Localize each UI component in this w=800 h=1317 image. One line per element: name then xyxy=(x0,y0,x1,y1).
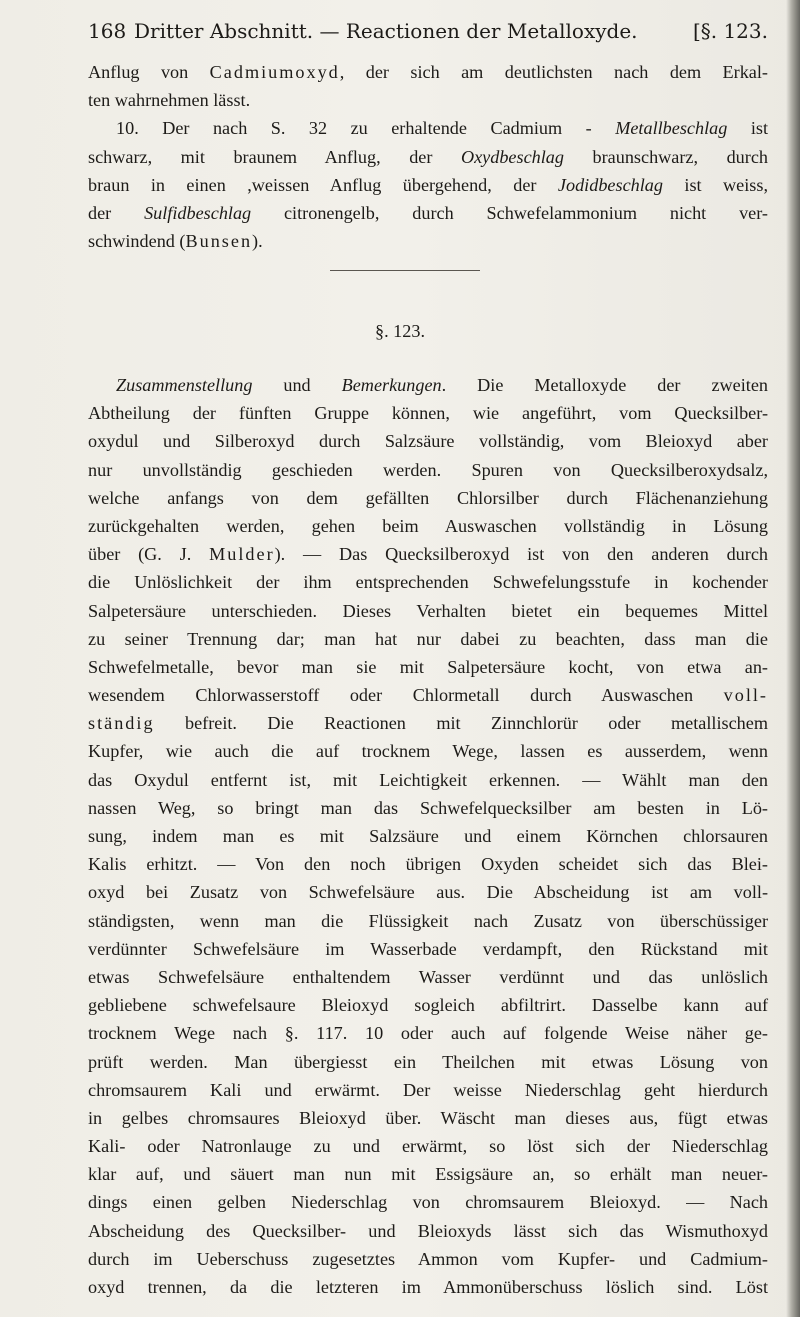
text-line: chromsaurem Kali und erwärmt. Der weisse Niederschlag geht hierdurch xyxy=(88,1079,768,1100)
text-line: klar auf, und säuert man nun mit Essigsäure an, so erhält man neuer- xyxy=(88,1164,768,1185)
text-line: Zusammenstellung und Bemerkungen. Die Metalloxyde der zweiten xyxy=(116,375,768,395)
text-line: zurückgehalten werden, gehen beim Auswaschen vollständig in Lösung xyxy=(88,515,768,536)
text-line: Salpetersäure unterschieden. Dieses Verhalten bietet ein bequemes Mittel xyxy=(88,600,768,621)
text-line: zu seiner Trennung dar; man hat nur dabei zu beachten, dass man die xyxy=(88,628,768,649)
text-line: die Unlöslichkeit der ihm entsprechenden Schwefelungsstufe in kochender xyxy=(88,572,768,593)
text-line: ten wahrnehmen lässt. xyxy=(88,90,251,111)
text-line: Anflug von Cadmiumoxyd, der sich am deutlichsten nach dem Erkal- xyxy=(88,62,768,82)
header-section-ref: [§. 123. xyxy=(692,19,768,43)
text-line: nassen Weg, so bringt man das Schwefelquecksilber am besten in Lö- xyxy=(88,797,768,818)
text-line: nur unvollständig geschieden werden. Spuren von Quecksilberoxydsalz, xyxy=(88,459,768,480)
text-line: 10. Der nach S. 32 zu erhaltende Cadmium - Metallbeschlag ist xyxy=(116,118,769,139)
text-line: oxyd bei Zusatz von Schwefelsäure aus. Die Abscheidung ist am voll- xyxy=(88,882,768,903)
running-header xyxy=(88,14,768,48)
text-line: gebliebene schwefelsaure Bleioxyd sogleich abfiltrirt. Dasselbe kann auf xyxy=(88,995,768,1016)
text-line: das Oxydul entfernt ist, mit Leichtigkeit erkennen. — Wählt man den xyxy=(88,769,768,790)
text-line: welche anfangs von dem gefällten Chlorsilber durch Flächenanziehung xyxy=(88,487,768,508)
text-line: der Sulfidbeschlag citronengelb, durch Schwefelammonium nicht ver- xyxy=(88,202,768,223)
text-line: braun in einen ,weissen Anflug übergehend, der Jodidbeschlag ist weiss, xyxy=(88,174,768,195)
text-line: Schwefelmetalle, bevor man sie mit Salpetersäure kocht, von etwa an- xyxy=(88,656,768,677)
text-line: durch im Ueberschuss zugesetztes Ammon vom Kupfer- und Cadmium- xyxy=(88,1248,768,1269)
text-line: ständig befreit. Die Reactionen mit Zinnchlorür oder metallischem xyxy=(88,713,768,734)
text-line: oxyd trennen, da die letzteren im Ammonüberschuss löslich sind. Löst xyxy=(88,1277,768,1297)
paragraph-block-main xyxy=(88,371,768,1301)
text-line: schwindend (Bunsen). xyxy=(88,231,263,252)
text-line: Abtheilung der fünften Gruppe können, wie angeführt, vom Quecksilber- xyxy=(88,403,768,424)
text-line: etwas Schwefelsäure enthaltendem Wasser verdünnt und das unlöslich xyxy=(88,966,768,987)
text-line: Kupfer, wie auch die auf trocknem Wege, lassen es ausserdem, wenn xyxy=(88,741,768,762)
text-line: sung, indem man es mit Salzsäure und einem Körnchen chlorsauren xyxy=(88,826,768,846)
divider-rule xyxy=(330,270,480,271)
text-line: ständigsten, wenn man die Flüssigkeit nach Zusatz von überschüssiger xyxy=(88,910,768,931)
text-line: über (G. J. Mulder). — Das Quecksilberoxyd ist von den anderen durch xyxy=(88,544,769,565)
text-line: verdünnter Schwefelsäure im Wasserbade verdampft, den Rückstand mit xyxy=(88,938,768,959)
section-heading: §. 123. xyxy=(374,321,425,341)
paragraph-block-top xyxy=(88,58,768,255)
page-edge-shadow xyxy=(786,0,800,1317)
page-number: 168 xyxy=(88,19,127,43)
text-line: Abscheidung des Quecksilber- und Bleioxyds lässt sich das Wismuthoxyd xyxy=(88,1220,768,1241)
text-line: Kali- oder Natronlauge zu und erwärmt, so löst sich der Niederschlag xyxy=(88,1136,768,1157)
text-line: oxydul und Silberoxyd durch Salzsäure vollständig, vom Bleioxyd aber xyxy=(88,431,768,452)
text-line: trocknem Wege nach §. 117. 10 oder auch auf folgende Weise näher ge- xyxy=(88,1023,768,1044)
text-line: dings einen gelben Niederschlag von chromsaurem Bleioxyd. — Nach xyxy=(88,1192,768,1213)
text-line: in gelbes chromsaures Bleioxyd über. Wäscht man dieses aus, fügt etwas xyxy=(88,1107,768,1128)
text-line: wesendem Chlorwasserstoff oder Chlormetall durch Auswaschen voll- xyxy=(88,685,768,706)
text-line: Kalis erhitzt. — Von den noch übrigen Oxyden scheidet sich das Blei- xyxy=(88,854,768,875)
text-line: schwarz, mit braunem Anflug, der Oxydbeschlag braunschwarz, durch xyxy=(88,146,768,167)
header-title: Dritter Abschnitt. — Reactionen der Metalloxyde. xyxy=(134,19,638,43)
text-line: prüft werden. Man übergiesst ein Theilchen mit etwas Lösung von xyxy=(88,1051,768,1072)
